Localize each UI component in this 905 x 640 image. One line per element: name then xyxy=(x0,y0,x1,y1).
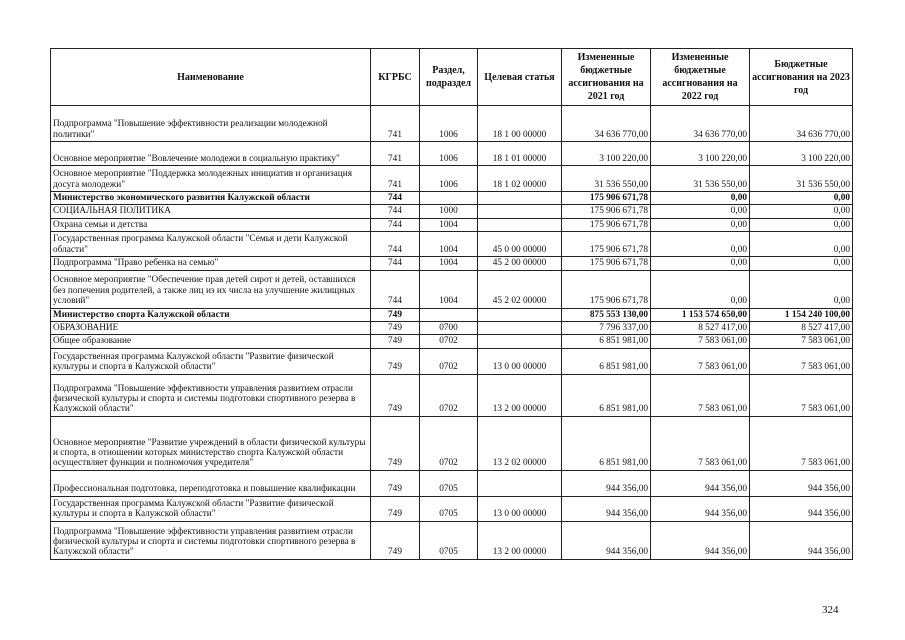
table-row xyxy=(51,496,853,521)
cell-section: 1006 xyxy=(420,142,478,166)
header-2023: Бюджетные ассигнования на 2023 год xyxy=(750,49,853,106)
table-row xyxy=(51,142,853,166)
cell-kgrbs: 744 xyxy=(371,270,420,308)
cell-y2021: 7 796 337,00 xyxy=(562,322,651,335)
cell-target: 13 0 00 00000 xyxy=(478,496,562,521)
cell-target: 45 2 00 00000 xyxy=(478,257,562,270)
cell-y2023: 7 583 061,00 xyxy=(750,374,853,416)
cell-kgrbs: 749 xyxy=(371,348,420,374)
table-row xyxy=(51,270,853,308)
cell-kgrbs: 749 xyxy=(371,374,420,416)
cell-y2021: 944 356,00 xyxy=(562,521,651,559)
cell-y2021: 6 851 981,00 xyxy=(562,335,651,348)
cell-y2022: 0,00 xyxy=(651,192,750,205)
cell-name: Государственная программа Калужской области "Развитие физической культуры и спорта в Калужской области" xyxy=(51,496,371,521)
cell-y2023: 0,00 xyxy=(750,205,853,218)
cell-name: Государственная программа Калужской области "Развитие физической культуры и спорта в Калужской области" xyxy=(51,348,371,374)
table-row xyxy=(51,232,853,257)
cell-y2021: 6 851 981,00 xyxy=(562,348,651,374)
cell-y2022: 7 583 061,00 xyxy=(651,374,750,416)
cell-y2021: 175 906 671,78 xyxy=(562,270,651,308)
cell-kgrbs: 749 xyxy=(371,416,420,470)
cell-y2023: 31 536 550,00 xyxy=(750,166,853,192)
cell-section: 0702 xyxy=(420,416,478,470)
table-row xyxy=(51,166,853,192)
cell-y2022: 944 356,00 xyxy=(651,521,750,559)
cell-y2023: 7 583 061,00 xyxy=(750,335,853,348)
cell-y2022: 7 583 061,00 xyxy=(651,416,750,470)
cell-y2022: 7 583 061,00 xyxy=(651,348,750,374)
table-row xyxy=(51,106,853,142)
cell-y2022: 3 100 220,00 xyxy=(651,142,750,166)
cell-y2021: 175 906 671,78 xyxy=(562,192,651,205)
cell-y2023: 1 154 240 100,00 xyxy=(750,308,853,321)
cell-section xyxy=(420,308,478,321)
cell-kgrbs: 744 xyxy=(371,205,420,218)
cell-target xyxy=(478,192,562,205)
cell-y2022: 0,00 xyxy=(651,232,750,257)
cell-y2021: 31 536 550,00 xyxy=(562,166,651,192)
cell-section: 0702 xyxy=(420,335,478,348)
cell-y2022: 34 636 770,00 xyxy=(651,106,750,142)
cell-section: 0705 xyxy=(420,496,478,521)
budget-table xyxy=(50,48,853,560)
cell-y2023: 7 583 061,00 xyxy=(750,348,853,374)
cell-name: Основное мероприятие "Обеспечение прав детей сирот и детей, оставшихся без попечения родителей, а также лиц из их числа на улучшение жилищных условий" xyxy=(51,270,371,308)
cell-target: 13 2 02 00000 xyxy=(478,416,562,470)
cell-section xyxy=(420,192,478,205)
cell-y2023: 0,00 xyxy=(750,257,853,270)
cell-y2021: 6 851 981,00 xyxy=(562,416,651,470)
cell-target: 18 1 02 00000 xyxy=(478,166,562,192)
cell-section: 1000 xyxy=(420,205,478,218)
cell-target: 18 1 01 00000 xyxy=(478,142,562,166)
cell-y2023: 0,00 xyxy=(750,270,853,308)
cell-section: 1004 xyxy=(420,270,478,308)
cell-target xyxy=(478,470,562,496)
cell-target: 13 0 00 00000 xyxy=(478,348,562,374)
cell-section: 0702 xyxy=(420,374,478,416)
cell-y2021: 175 906 671,78 xyxy=(562,205,651,218)
cell-y2023: 0,00 xyxy=(750,232,853,257)
cell-name: Государственная программа Калужской области "Семья и дети Калужской области" xyxy=(51,232,371,257)
cell-y2023: 3 100 220,00 xyxy=(750,142,853,166)
cell-target xyxy=(478,322,562,335)
cell-kgrbs: 749 xyxy=(371,335,420,348)
cell-name: Профессиональная подготовка, переподготовка и повышение квалификации xyxy=(51,470,371,496)
cell-kgrbs: 741 xyxy=(371,106,420,142)
cell-y2023: 944 356,00 xyxy=(750,521,853,559)
cell-y2021: 34 636 770,00 xyxy=(562,106,651,142)
cell-kgrbs: 749 xyxy=(371,470,420,496)
table-row xyxy=(51,257,853,270)
cell-y2022: 0,00 xyxy=(651,270,750,308)
page-number: 324 xyxy=(822,604,839,616)
table-header-row xyxy=(51,49,853,106)
cell-y2023: 944 356,00 xyxy=(750,496,853,521)
cell-y2023: 34 636 770,00 xyxy=(750,106,853,142)
cell-kgrbs: 744 xyxy=(371,257,420,270)
cell-kgrbs: 749 xyxy=(371,308,420,321)
cell-y2022: 8 527 417,00 xyxy=(651,322,750,335)
cell-name: Министерство спорта Калужской области xyxy=(51,308,371,321)
cell-name: Министерство экономического развития Калужской области xyxy=(51,192,371,205)
cell-target xyxy=(478,335,562,348)
cell-target xyxy=(478,308,562,321)
cell-y2022: 0,00 xyxy=(651,218,750,231)
cell-kgrbs: 749 xyxy=(371,322,420,335)
cell-name: Основное мероприятие "Развитие учреждений в области физической культуры и спорта, в отношении которых министерство спорта Калужской области осуществляет функции и полномочия учредителя" xyxy=(51,416,371,470)
cell-y2023: 0,00 xyxy=(750,218,853,231)
table-row xyxy=(51,374,853,416)
cell-section: 0705 xyxy=(420,521,478,559)
cell-kgrbs: 741 xyxy=(371,166,420,192)
header-name: Наименование xyxy=(51,49,371,106)
cell-target: 45 0 00 00000 xyxy=(478,232,562,257)
cell-target: 18 1 00 00000 xyxy=(478,106,562,142)
table-row xyxy=(51,470,853,496)
cell-y2022: 0,00 xyxy=(651,205,750,218)
cell-section: 1006 xyxy=(420,106,478,142)
cell-target xyxy=(478,205,562,218)
cell-name: Общее образование xyxy=(51,335,371,348)
cell-kgrbs: 749 xyxy=(371,521,420,559)
cell-name: СОЦИАЛЬНАЯ ПОЛИТИКА xyxy=(51,205,371,218)
header-target: Целевая статья xyxy=(478,49,562,106)
cell-name: Основное мероприятие "Поддержка молодежных инициатив и организация досуга молодежи" xyxy=(51,166,371,192)
table-body xyxy=(51,106,853,560)
cell-section: 1004 xyxy=(420,257,478,270)
cell-y2022: 944 356,00 xyxy=(651,470,750,496)
cell-name: Охрана семьи и детства xyxy=(51,218,371,231)
cell-target: 45 2 02 00000 xyxy=(478,270,562,308)
cell-kgrbs: 744 xyxy=(371,218,420,231)
cell-name: Подпрограмма "Повышение эффективности управления развитием отрасли физической культуры и спорта и системы подготовки спортивного резерва в Калужской области" xyxy=(51,521,371,559)
cell-name: ОБРАЗОВАНИЕ xyxy=(51,322,371,335)
table-row xyxy=(51,335,853,348)
cell-section: 0705 xyxy=(420,470,478,496)
table-row xyxy=(51,416,853,470)
cell-section: 1004 xyxy=(420,218,478,231)
cell-y2022: 944 356,00 xyxy=(651,496,750,521)
cell-y2021: 944 356,00 xyxy=(562,470,651,496)
cell-y2021: 175 906 671,78 xyxy=(562,257,651,270)
cell-y2022: 31 536 550,00 xyxy=(651,166,750,192)
cell-y2021: 875 553 130,00 xyxy=(562,308,651,321)
cell-name: Подпрограмма "Повышение эффективности реализации молодежной политики" xyxy=(51,106,371,142)
header-kgrbs: КГРБС xyxy=(371,49,420,106)
cell-y2022: 7 583 061,00 xyxy=(651,335,750,348)
cell-kgrbs: 749 xyxy=(371,496,420,521)
cell-kgrbs: 744 xyxy=(371,232,420,257)
cell-y2023: 944 356,00 xyxy=(750,470,853,496)
table-row xyxy=(51,308,853,321)
cell-name: Подпрограмма "Повышение эффективности управления развитием отрасли физической культуры и спорта и системы подготовки спортивного резерва в Калужской области" xyxy=(51,374,371,416)
cell-section: 0700 xyxy=(420,322,478,335)
table-row xyxy=(51,348,853,374)
cell-target xyxy=(478,218,562,231)
table-row xyxy=(51,192,853,205)
cell-y2021: 6 851 981,00 xyxy=(562,374,651,416)
header-2022: Измененные бюджетные ассигнования на 2022 год xyxy=(651,49,750,106)
cell-y2023: 7 583 061,00 xyxy=(750,416,853,470)
cell-y2023: 8 527 417,00 xyxy=(750,322,853,335)
cell-kgrbs: 741 xyxy=(371,142,420,166)
cell-section: 0702 xyxy=(420,348,478,374)
cell-y2022: 0,00 xyxy=(651,257,750,270)
cell-name: Подпрограмма "Право ребенка на семью" xyxy=(51,257,371,270)
cell-section: 1006 xyxy=(420,166,478,192)
header-2021: Измененные бюджетные ассигнования на 2021 год xyxy=(562,49,651,106)
table-row xyxy=(51,218,853,231)
cell-y2022: 1 153 574 650,00 xyxy=(651,308,750,321)
table-row xyxy=(51,521,853,559)
header-section: Раздел, подраздел xyxy=(420,49,478,106)
cell-section: 1004 xyxy=(420,232,478,257)
table-row xyxy=(51,322,853,335)
cell-y2021: 3 100 220,00 xyxy=(562,142,651,166)
cell-y2023: 0,00 xyxy=(750,192,853,205)
cell-kgrbs: 744 xyxy=(371,192,420,205)
cell-target: 13 2 00 00000 xyxy=(478,521,562,559)
cell-y2021: 944 356,00 xyxy=(562,496,651,521)
cell-y2021: 175 906 671,78 xyxy=(562,218,651,231)
table-row xyxy=(51,205,853,218)
cell-target: 13 2 00 00000 xyxy=(478,374,562,416)
cell-name: Основное мероприятие "Вовлечение молодежи в социальную практику" xyxy=(51,142,371,166)
cell-y2021: 175 906 671,78 xyxy=(562,232,651,257)
